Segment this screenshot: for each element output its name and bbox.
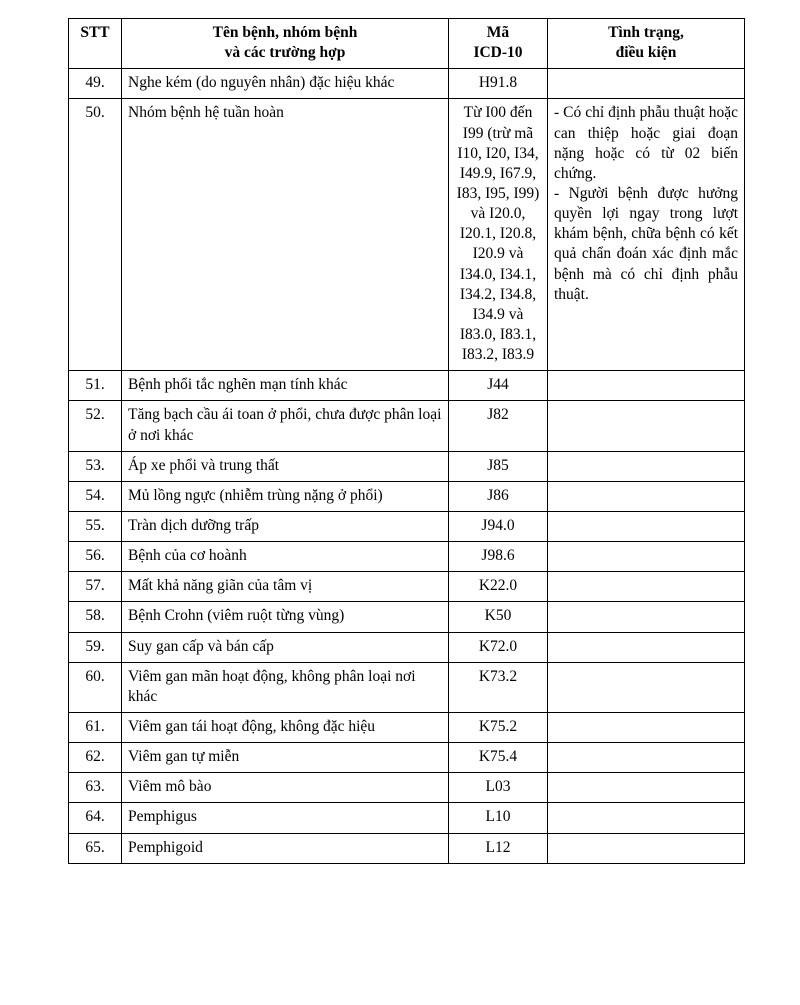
cell-disease-name: Viêm gan tái hoạt động, không đặc hiệu: [122, 712, 449, 742]
cell-stt: 58.: [69, 602, 122, 632]
table-row: [69, 602, 745, 632]
table-row: [69, 743, 745, 773]
cell-stt: 51.: [69, 371, 122, 401]
cell-icd-code: K72.0: [449, 632, 548, 662]
cell-condition: [548, 371, 745, 401]
cell-condition: [548, 542, 745, 572]
cell-icd-code: K73.2: [449, 662, 548, 712]
cell-disease-name: Viêm mô bào: [122, 773, 449, 803]
table-row: [69, 833, 745, 863]
table-row: [69, 662, 745, 712]
column-header-stt: [69, 19, 122, 69]
cell-icd-code: J44: [449, 371, 548, 401]
cell-condition: [548, 401, 745, 451]
cell-disease-name: Tăng bạch cầu ái toan ở phổi, chưa được phân loại ở nơi khác: [122, 401, 449, 451]
table-row: [69, 542, 745, 572]
cell-condition: [548, 481, 745, 511]
cell-stt: 55.: [69, 511, 122, 541]
table-row: [69, 632, 745, 662]
cell-icd-code: J86: [449, 481, 548, 511]
cell-condition: [548, 632, 745, 662]
cell-icd-code: J94.0: [449, 511, 548, 541]
cell-icd-code: L10: [449, 803, 548, 833]
cell-stt: 59.: [69, 632, 122, 662]
table-row: [69, 712, 745, 742]
cell-condition: [548, 743, 745, 773]
cell-disease-name: Bệnh phổi tắc nghẽn mạn tính khác: [122, 371, 449, 401]
table-row: [69, 481, 745, 511]
table-row: [69, 69, 745, 99]
cell-condition: [548, 602, 745, 632]
column-header-condition: [548, 19, 745, 69]
cell-icd-code: J85: [449, 451, 548, 481]
cell-disease-name: Áp xe phổi và trung thất: [122, 451, 449, 481]
column-header-stt-label: STT: [80, 24, 110, 41]
table-row: [69, 451, 745, 481]
column-header-condition-line1: Tình trạng,: [608, 24, 684, 41]
cell-icd-code: K22.0: [449, 572, 548, 602]
cell-disease-name: Nghe kém (do nguyên nhân) đặc hiệu khác: [122, 69, 449, 99]
cell-disease-name: Nhóm bệnh hệ tuần hoàn: [122, 99, 449, 371]
column-header-disease-name-line2: và các trường hợp: [224, 44, 346, 62]
cell-condition: [548, 69, 745, 99]
cell-icd-code: K75.2: [449, 712, 548, 742]
column-header-condition-line2: điều kiện: [615, 44, 677, 62]
cell-stt: 56.: [69, 542, 122, 572]
table-row: [69, 572, 745, 602]
cell-stt: 50.: [69, 99, 122, 371]
cell-stt: 61.: [69, 712, 122, 742]
cell-condition: [548, 572, 745, 602]
cell-stt: 57.: [69, 572, 122, 602]
table-row: [69, 773, 745, 803]
cell-condition: [548, 511, 745, 541]
cell-stt: 64.: [69, 803, 122, 833]
column-header-disease-name: [122, 19, 449, 69]
cell-icd-code: J98.6: [449, 542, 548, 572]
column-header-icd-code-line1: Mã: [486, 24, 510, 41]
cell-icd-code: K50: [449, 602, 548, 632]
cell-disease-name: Mất khả năng giãn của tâm vị: [122, 572, 449, 602]
column-header-icd-code-line2: ICD-10: [473, 44, 523, 62]
table-row: [69, 401, 745, 451]
cell-condition: [548, 833, 745, 863]
cell-condition: [548, 803, 745, 833]
cell-icd-code: H91.8: [449, 69, 548, 99]
cell-stt: 53.: [69, 451, 122, 481]
table-body: [69, 69, 745, 863]
cell-condition: [548, 773, 745, 803]
table-header-row: [69, 19, 745, 69]
cell-icd-code: Từ I00 đến I99 (trừ mã I10, I20, I34, I49.9, I67.9, I83, I95, I99) và I20.0, I20.1, I20.8, I20.9 và I34.0, I34.1, I34.2, I34.8, I34.9 và I83.0, I83.1, I83.2, I83.9: [449, 99, 548, 371]
cell-condition: [548, 662, 745, 712]
cell-disease-name: Pemphigoid: [122, 833, 449, 863]
cell-stt: 49.: [69, 69, 122, 99]
cell-stt: 54.: [69, 481, 122, 511]
cell-stt: 65.: [69, 833, 122, 863]
cell-stt: 60.: [69, 662, 122, 712]
cell-condition: [548, 712, 745, 742]
table-row: [69, 803, 745, 833]
condition-paragraph: - Người bệnh được hưởng quyền lợi ngay trong lượt khám bệnh, chữa bệnh có kết quả chẩn đoán xác định mắc bệnh mà có chỉ định phẫu thuật.: [554, 184, 738, 303]
cell-stt: 62.: [69, 743, 122, 773]
cell-disease-name: Viêm gan tự miễn: [122, 743, 449, 773]
icd-disease-table: [68, 18, 745, 864]
cell-disease-name: Bệnh Crohn (viêm ruột từng vùng): [122, 602, 449, 632]
column-header-disease-name-line1: Tên bệnh, nhóm bệnh: [212, 24, 358, 41]
cell-disease-name: Viêm gan mãn hoạt động, không phân loại nơi khác: [122, 662, 449, 712]
cell-disease-name: Pemphigus: [122, 803, 449, 833]
cell-icd-code: L03: [449, 773, 548, 803]
cell-stt: 52.: [69, 401, 122, 451]
cell-icd-code: J82: [449, 401, 548, 451]
column-header-icd-code: [449, 19, 548, 69]
cell-disease-name: Suy gan cấp và bán cấp: [122, 632, 449, 662]
cell-condition: [548, 99, 745, 371]
table-row: [69, 99, 745, 371]
cell-icd-code: L12: [449, 833, 548, 863]
cell-disease-name: Tràn dịch dưỡng trấp: [122, 511, 449, 541]
cell-condition: [548, 451, 745, 481]
cell-disease-name: Mủ lồng ngực (nhiễm trùng nặng ở phổi): [122, 481, 449, 511]
cell-stt: 63.: [69, 773, 122, 803]
table-row: [69, 371, 745, 401]
cell-icd-code: K75.4: [449, 743, 548, 773]
table-row: [69, 511, 745, 541]
cell-disease-name: Bệnh của cơ hoành: [122, 542, 449, 572]
condition-paragraph: - Có chỉ định phẫu thuật hoặc can thiệp hoặc giai đoạn nặng hoặc có từ 02 biến chứng.: [554, 104, 738, 182]
